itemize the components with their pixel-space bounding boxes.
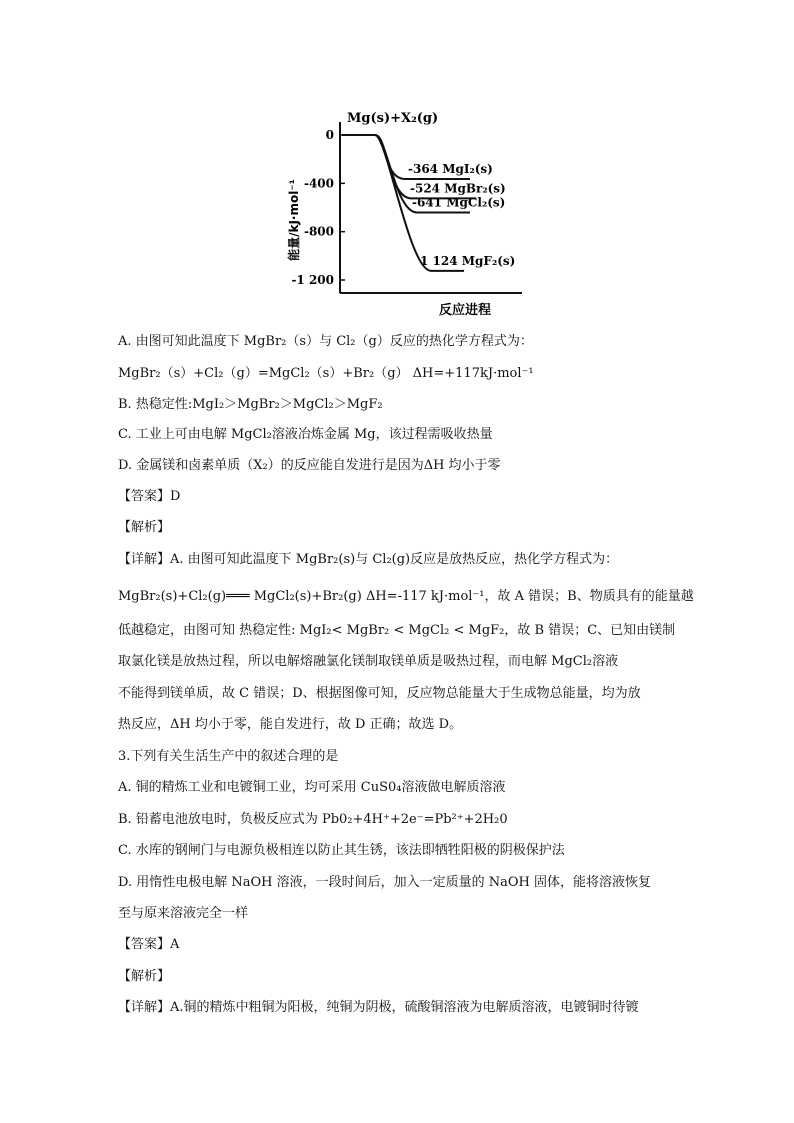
answer-label: 【答案】A (118, 937, 180, 952)
y-tick-label: -800 (303, 224, 334, 239)
y-axis-label: 能量/kJ·mol⁻¹ (287, 179, 301, 261)
curve-label: -641 MgCl₂(s) (412, 195, 506, 210)
question-3-option-a: A. 铜的精炼工业和电镀铜工业，均可采用 CuS0₄溶液做电解质溶液 (118, 780, 506, 795)
option-c-text: C. 工业上可由电解 MgCl₂溶液冶炼金属 Mg，该过程需吸收热量 (118, 427, 493, 442)
question-3-option-d: D. 用惰性电极电解 NaOH 溶液，一段时间后，加入一定质量的 NaOH 固体，能将溶液恢复 (118, 875, 651, 890)
curve-label: -364 MgI₂(s) (408, 161, 493, 176)
energy-chart (280, 100, 540, 325)
curve-labels (408, 162, 515, 268)
question-3-option-c: C. 水库的钢闸门与电源负极相连以防止其生锈，该法即牺牲阳极的阴极保护法 (118, 843, 565, 858)
curve-label: 1 124 MgF₂(s) (420, 253, 516, 268)
option-a-text: A. 由图可知此温度下 MgBr₂（s）与 Cl₂（g）反应的热化学方程式为： (118, 334, 533, 349)
question-3-option-b: B. 铅蓄电池放电时，负极反应式为 Pb0₂+4H⁺+2e⁻=Pb²⁺+2H₂0 (118, 812, 508, 827)
analysis-label: 【解析】 (118, 969, 171, 984)
option-b-text: B. 热稳定性:MgI₂＞MgBr₂＞MgCl₂＞MgF₂ (118, 397, 383, 412)
explanation-line: 【详解】A. 由图可知此温度下 MgBr₂(s)与 Cl₂(g)反应是放热反应，热化学方程式为： (118, 552, 619, 567)
explanation-line: 热反应，ΔH 均小于零，能自发进行，故 D 正确；故选 D。 (118, 717, 463, 732)
chart-title: Mg(s)+X₂(g) (347, 111, 439, 126)
analysis-label: 【解析】 (118, 520, 171, 535)
explanation-line: 【详解】A.铜的精炼中粗铜为阳极，纯铜为阴极，硫酸铜溶液为电解质溶液，电镀铜时待镀 (118, 1000, 639, 1015)
question-3-stem: 3.下列有关生活生产中的叙述合理的是 (118, 749, 339, 764)
x-axis-label: 反应进程 (438, 303, 492, 318)
y-tick-label: -1 200 (291, 273, 334, 287)
curve-label: -524 MgBr₂(s) (410, 181, 506, 196)
option-d-text: D. 金属镁和卤素单质（X₂）的反应能自发进行是因为ΔH 均小于零 (118, 458, 501, 473)
explanation-line: MgBr₂(s)+Cl₂(g)═══ MgCl₂(s)+Br₂(g) ΔH=-117 kJ·mol⁻¹，故 A 错误；B、物质具有的能量越 (118, 589, 694, 604)
y-tick-label: 0 (325, 128, 334, 142)
explanation-line: 低越稳定，由图可知 热稳定性: MgI₂< MgBr₂ < MgCl₂ < MgF₂，故 B 错误；C、已知由镁制 (118, 623, 676, 638)
question-3-option-d-cont: 至与原来溶液完全一样 (118, 906, 249, 921)
option-a-equation: MgBr₂（s）+Cl₂（g）=MgCl₂（s）+Br₂（g） ΔH=+117kJ·mol⁻¹ (118, 366, 534, 381)
explanation-line: 不能得到镁单质，故 C 错误；D、根据图像可知，反应物总能量大于生成物总能量，均为放 (118, 686, 641, 701)
explanation-line: 取氯化镁是放热过程，所以电解熔融氯化镁制取镁单质是吸热过程，而电解 MgCl₂溶液 (118, 654, 619, 669)
y-tick-label: -400 (303, 176, 334, 191)
answer-label: 【答案】D (118, 489, 181, 504)
